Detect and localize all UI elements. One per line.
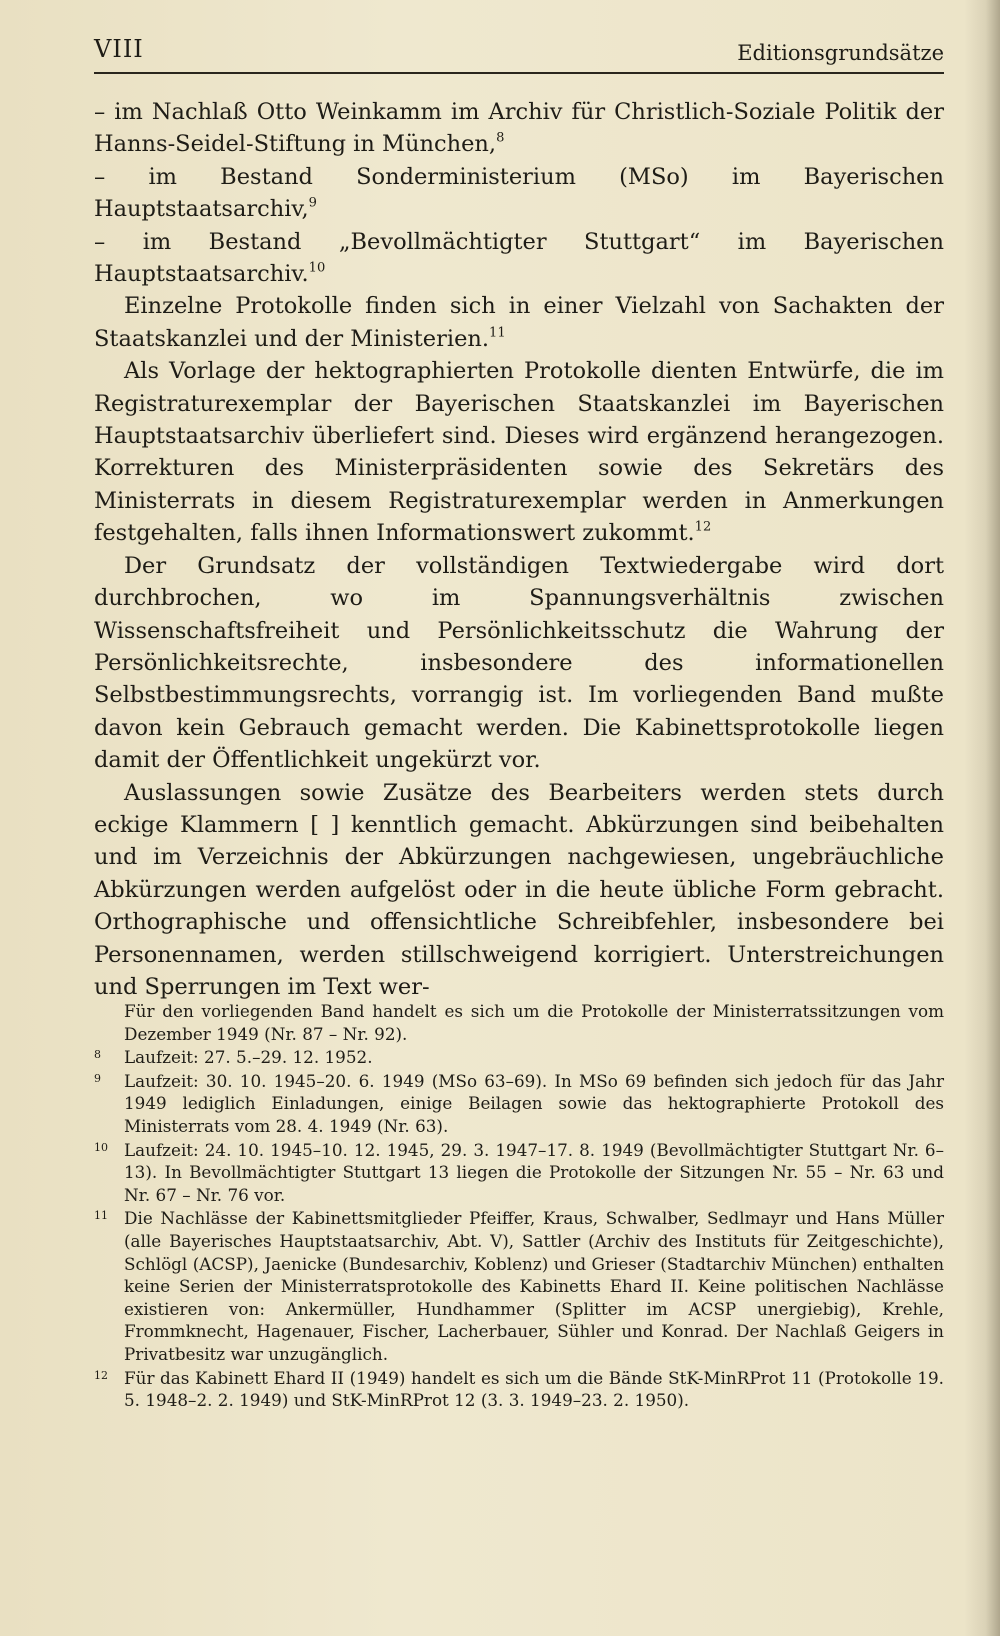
footnote-text: Laufzeit: 27. 5.–29. 12. 1952.: [124, 1047, 373, 1068]
footnote-ref: 9: [308, 195, 317, 211]
paragraph: – im Bestand „Bevollmächtigter Stuttgart“ im Bayerischen Hauptstaatsarchiv.$^{10}$: [94, 228, 944, 288]
footnote: [94, 1207, 944, 1365]
footnote-text: Für das Kabinett Ehard II (1949) handelt es sich um die Bände StK-MinRProt 11 (Protokolle 19. 5. 1948–2. 2. 1949) und StK-MinRProt 12 (3. 3. 1949–23. 2. 1950).: [124, 1367, 944, 1411]
footnote-number: 12: [94, 1368, 108, 1382]
footnotes: [94, 1000, 944, 1413]
footnote-text: Für den vorliegenden Band handelt es sich um die Protokolle der Ministerratssitzungen vom Dezember 1949 (Nr. 87 – Nr. 92).: [124, 1001, 944, 1044]
footnote-ref: 11: [489, 325, 506, 341]
footnote-ref: 12: [694, 519, 712, 535]
footnote: [94, 1046, 944, 1069]
paragraph: Auslassungen sowie Zusätze des Bearbeiters werden stets durch eckige Klammern [ ] kenntlich gemacht. Abkürzungen sind beibehalten und im Verzeichnis der Abkürzungen nachgewiesen, ungebräuchliche Abkürzungen werden aufgelöst oder in die heute übliche Form gebracht. Orthographische und offensichtliche Schreibfehler, insbesondere bei Personennamen, werden stillschweigend korrigiert. Unterstreichungen und Sperrungen im Text wer-: [94, 779, 944, 1000]
footnote-text: Laufzeit: 30. 10. 1945–20. 6. 1949 (MSo 63–69). In MSo 69 befinden sich jedoch für das Jahr 1949 lediglich Einladungen, einige Beilagen sowie das hektographierte Protokoll des Ministerrats vom 28. 4. 1949 (Nr. 63).: [124, 1070, 944, 1136]
footnote: [94, 1139, 944, 1207]
running-head: Editionsgrundsätze: [737, 41, 944, 65]
paragraph: Der Grundsatz der vollständigen Textwiedergabe wird dort durchbrochen, wo im Spannungsverhältnis zwischen Wissenschaftsfreiheit und Persönlichkeitsschutz die Wahrung der Persönlichkeitsrechte, insbesondere des informationellen Selbstbestimmungsrechts, vorrangig ist. Im vorliegenden Band mußte davon kein Gebrauch gemacht werden. Die Kabinettsprotokolle liegen damit der Öffentlichkeit ungekürzt vor.: [94, 552, 944, 774]
footnote-text: Laufzeit: 24. 10. 1945–10. 12. 1945, 29. 3. 1947–17. 8. 1949 (Bevollmächtigter Stuttgart Nr. 6–13). In Bevollmächtigter Stuttgart 13 liegen die Protokolle der Sitzungen Nr. 55 – Nr. 63 und Nr. 67 – Nr. 76 vor.: [124, 1139, 944, 1205]
header-rule: [94, 72, 944, 74]
footnote-text: Die Nachlässe der Kabinettsmitglieder Pfeiffer, Kraus, Schwalber, Sedlmayr und Hans Müller (alle Bayerisches Hauptstaatsarchiv, Abt. V), Sattler (Archiv des Instituts für Zeitgeschichte), Schlögl (ACSP), Jaenicke (Bundesarchiv, Koblenz) und Grieser (Stadtarchiv München) enthalten keine Serien der Ministerratsprotokolle des Kabinetts Ehard II. Keine politischen Nachlässe existieren von: Ankermüller, Hundhammer (Splitter im ACSP unergiebig), Krehle, Frommknecht, Hagenauer, Fischer, Lacherbauer, Sühler und Konrad. Der Nachlaß Geigers in Privatbesitz war unzugänglich.: [124, 1208, 944, 1364]
footnote-number: 8: [94, 1048, 101, 1062]
main-text: [94, 96, 944, 1003]
footnote: [94, 1070, 944, 1138]
footnote-ref: 10: [308, 260, 326, 276]
footnote-number: 9: [94, 1071, 101, 1085]
paragraph: – im Bestand Sonderministerium (MSo) im Bayerischen Hauptstaatsarchiv,$^9$: [94, 163, 944, 223]
paragraph: Als Vorlage der hektographierten Protokolle dienten Entwürfe, die im Registraturexemplar der Bayerischen Staatskanzlei im Bayerischen Hauptstaatsarchiv überliefert sind. Dieses wird ergänzend herangezogen. Korrekturen des Ministerpräsidenten sowie des Sekretärs des Ministerrats in diesem Registraturexemplar werden in Anmerkungen festgehalten, falls ihnen Informationswert zukommt.$^{12}$: [94, 358, 944, 547]
page-number: VIII: [94, 35, 144, 63]
paragraph: – im Nachlaß Otto Weinkamm im Archiv für Christlich-Soziale Politik der Hanns-Seidel-Stiftung in München,$^8$: [94, 99, 944, 158]
footnote: [94, 1000, 944, 1045]
footnote-number: 11: [94, 1209, 108, 1223]
paragraph: Einzelne Protokolle finden sich in einer Vielzahl von Sachakten der Staatskanzlei und der Ministerien.$^{11}$: [94, 293, 944, 352]
footnote-ref: 8: [496, 131, 505, 147]
footnote: [94, 1367, 944, 1412]
footnote-number: 10: [94, 1140, 108, 1154]
page-edge-shadow: [964, 0, 1000, 1636]
page-header: [94, 35, 944, 75]
footnote-number: [94, 1000, 124, 1045]
